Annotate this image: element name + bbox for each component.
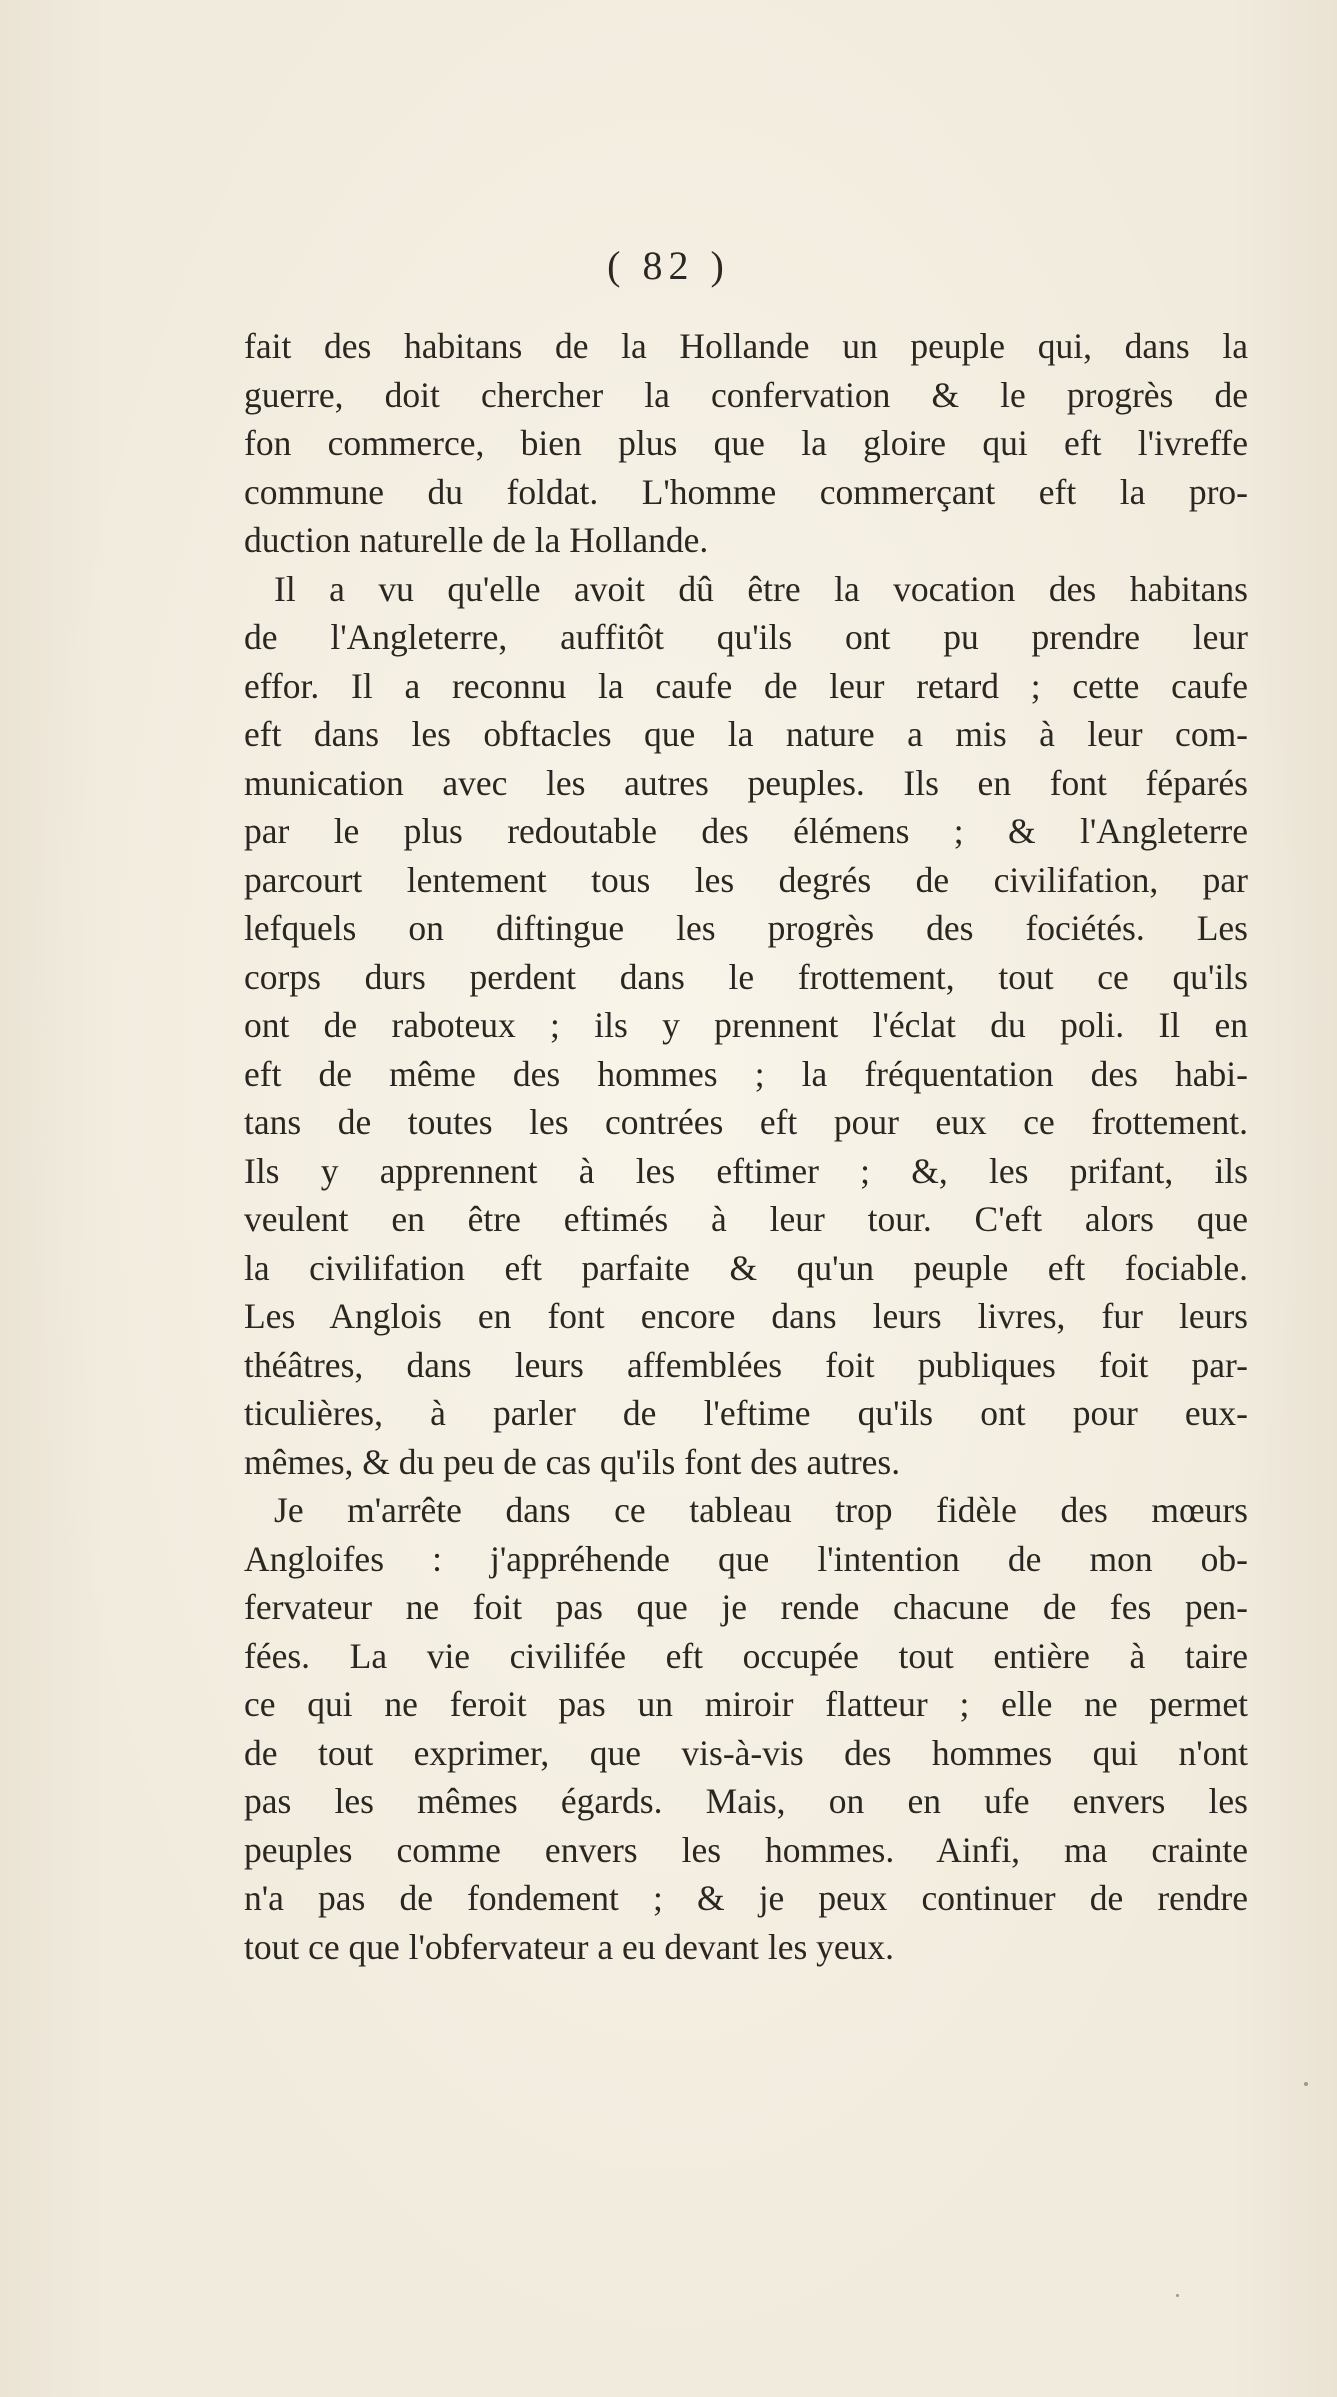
text-line: mêmes, & du peu de cas qu'ils font des autres.	[244, 1441, 901, 1482]
text-line: Ils y apprennent à les eftimer ; &, les prifant, ils	[244, 1150, 1248, 1191]
paragraph	[244, 1486, 1248, 1971]
text-line: par le plus redoutable des élémens ; & l'Angleterre	[244, 811, 1248, 851]
text-line: tout ce que l'obfervateur a eu devant les yeux.	[244, 1926, 895, 1967]
text-line: fées. La vie civilifée eft occupée tout entière à taire	[244, 1635, 1248, 1676]
body-text	[244, 322, 1248, 1971]
text-line: tans de toutes les contrées eft pour eux ce frottement.	[244, 1102, 1248, 1142]
text-line: ticulières, à parler de l'eftime qu'ils ont pour eux-	[244, 1393, 1248, 1433]
page-number: ( 82 )	[607, 243, 730, 288]
text-line: guerre, doit chercher la confervation & le progrès de	[244, 374, 1248, 415]
text-line: commune du foldat. L'homme commerçant eft la pro-	[244, 471, 1248, 512]
text-line: eft dans les obftacles que la nature a mis à leur com-	[244, 714, 1248, 754]
text-line: ont de raboteux ; ils y prennent l'éclat du poli. Il en	[244, 1005, 1248, 1045]
ink-speck	[1176, 2294, 1179, 2297]
text-line: parcourt lentement tous les degrés de civilifation, par	[244, 859, 1248, 900]
text-line: duction naturelle de la Hollande.	[244, 520, 709, 560]
text-line: fait des habitans de la Hollande un peuple qui, dans la	[244, 326, 1248, 366]
text-line: peuples comme envers les hommes. Ainfi, ma crainte	[244, 1829, 1248, 1870]
text-line: effor. Il a reconnu la caufe de leur retard ; cette caufe	[244, 665, 1248, 706]
text-line: Angloifes : j'appréhende que l'intention de mon ob-	[244, 1538, 1248, 1579]
text-line: pas les mêmes égards. Mais, on en ufe envers les	[244, 1781, 1248, 1821]
text-line: fon commerce, bien plus que la gloire qui eft l'ivreffe	[244, 423, 1248, 463]
text-line: n'a pas de fondement ; & je peux continuer de rendre	[244, 1878, 1248, 1918]
text-line: corps durs perdent dans le frottement, tout ce qu'ils	[244, 956, 1248, 997]
text-line: lefquels on diftingue les progrès des fociétés. Les	[244, 908, 1248, 948]
text-line: de l'Angleterre, auffitôt qu'ils ont pu prendre leur	[244, 617, 1248, 657]
text-line: fervateur ne foit pas que je rende chacune de fes pen-	[244, 1587, 1248, 1627]
text-line: munication avec les autres peuples. Ils en font féparés	[244, 762, 1248, 803]
text-line: ce qui ne feroit pas un miroir flatteur ; elle ne permet	[244, 1684, 1248, 1724]
text-line: eft de même des hommes ; la fréquentation des habi-	[244, 1053, 1248, 1094]
text-line: la civilifation eft parfaite & qu'un peuple eft fociable.	[244, 1247, 1248, 1288]
paragraph	[244, 565, 1248, 1487]
text-line: de tout exprimer, que vis-à-vis des hommes qui n'ont	[244, 1732, 1248, 1773]
paragraph	[244, 322, 1248, 565]
text-line: théâtres, dans leurs affemblées foit publiques foit par-	[244, 1344, 1248, 1385]
text-line: Je m'arrête dans ce tableau trop fidèle des mœurs	[274, 1490, 1248, 1530]
text-line: Les Anglois en font encore dans leurs livres, fur leurs	[244, 1296, 1248, 1336]
ink-speck	[1304, 2082, 1308, 2086]
text-line: Il a vu qu'elle avoit dû être la vocation des habitans	[274, 568, 1248, 609]
text-line: veulent en être eftimés à leur tour. C'eft alors que	[244, 1199, 1248, 1239]
